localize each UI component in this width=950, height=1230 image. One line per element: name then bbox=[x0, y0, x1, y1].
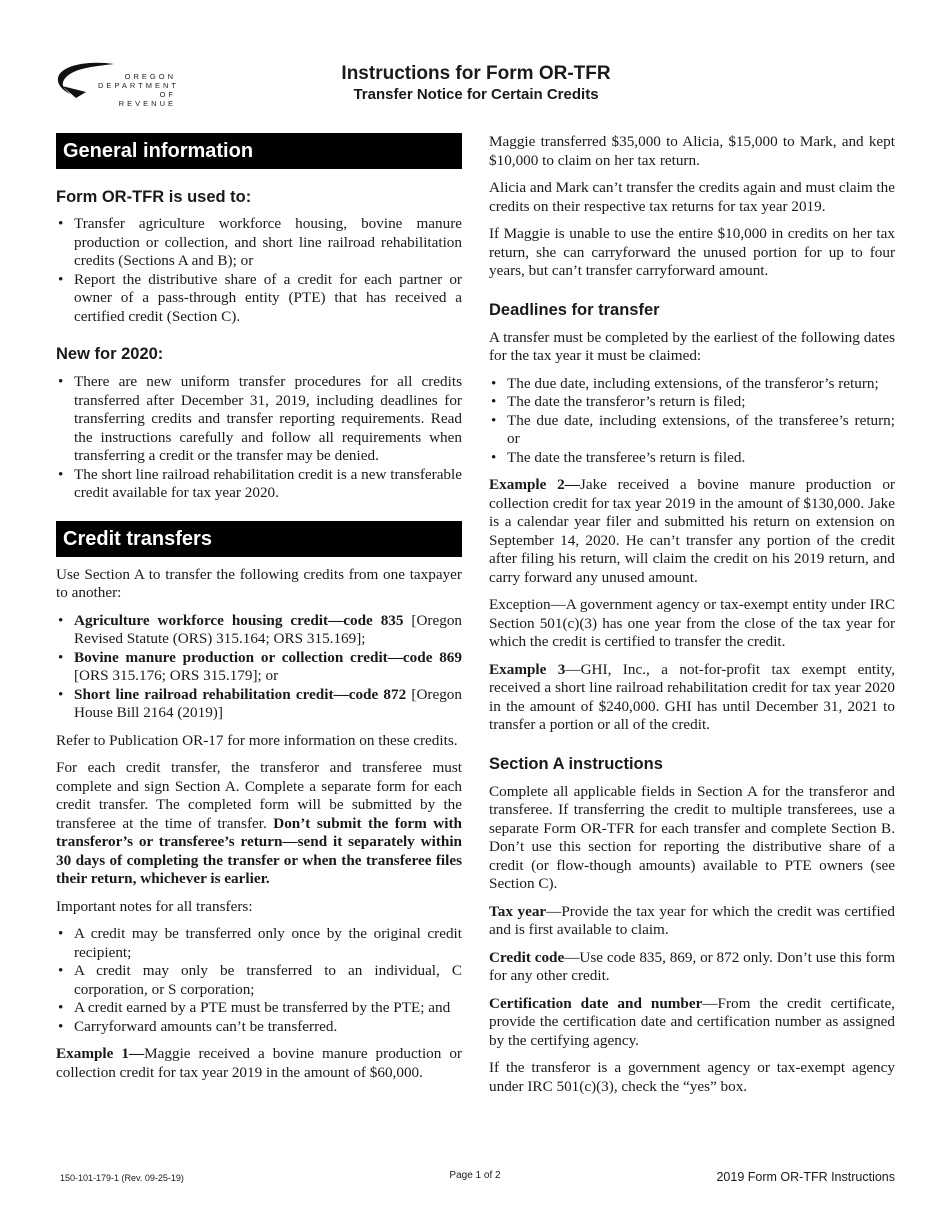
credit-transfers-heading: Credit transfers bbox=[56, 521, 462, 557]
maggie-paragraph-2: Alicia and Mark can’t transfer the credits again and must claim the credits on their respective tax returns for tax year 2019. bbox=[489, 179, 895, 215]
list-item: • The date the transferor’s return is filed; bbox=[489, 393, 895, 412]
list-item: • Bovine manure production or collection credit—code 869 [ORS 315.176; ORS 315.179]; or bbox=[56, 649, 462, 686]
list-item: • A credit may only be transferred to an individual, C corporation, or S corporation; bbox=[56, 962, 462, 999]
footer-form-title: 2019 Form OR-TFR Instructions bbox=[716, 1170, 895, 1184]
notes-list bbox=[56, 925, 462, 1036]
deadlines-heading: Deadlines for transfer bbox=[489, 300, 660, 319]
section-a-intro: Complete all applicable fields in Section A for the transferor and transferee. If transferring the credit to multiple transferees, use a separate Form OR-TFR for each transfer and complete Section B. Don’t use this section for reporting the distributive share of a credit (or flow-though amounts) available to PTE owners (see Section C). bbox=[489, 782, 895, 892]
notes-intro: Important notes for all transfers: bbox=[56, 897, 253, 915]
refer-paragraph: Refer to Publication OR-17 for more information on these credits. bbox=[56, 731, 458, 749]
right-column bbox=[489, 133, 895, 1096]
document-subtitle: Transfer Notice for Certain Credits bbox=[353, 86, 599, 103]
certification-paragraph: Certification date and number—From the credit certificate, provide the certification date and certification number as assigned by the certifying agency. bbox=[489, 994, 895, 1049]
used-to-heading: Form OR-TFR is used to: bbox=[56, 188, 252, 206]
deadlines-intro: A transfer must be completed by the earliest of the following dates for the tax year it must be claimed: bbox=[489, 328, 895, 364]
government-agency-paragraph: If the transferor is a government agency or tax-exempt agency under IRC 501(c)(3), check the “yes” box. bbox=[489, 1059, 895, 1095]
example-2-paragraph: Example 2—Jake received a bovine manure production or collection credit for tax year 2019 in the amount of $130,000. Jake is a calendar year filer and submitted his return on extension on September 14, 2020. He can’t transfer any portion of the credit after filing his return, will claim the credit on his 2019 return, and carry forward any unused amount. bbox=[489, 476, 895, 586]
credit-intro: Use Section A to transfer the following credits from one taxpayer to another: bbox=[56, 565, 462, 601]
list-item: • A credit earned by a PTE must be transferred by the PTE; and bbox=[56, 999, 462, 1018]
maggie-paragraph-1: Maggie transferred $35,000 to Alicia, $15,000 to Mark, and kept $10,000 to claim on her tax return. bbox=[489, 133, 895, 169]
list-item: • Short line railroad rehabilitation credit—code 872 [Oregon House Bill 2164 (2019)] bbox=[56, 686, 462, 723]
list-item: • There are new uniform transfer procedures for all credits transferred after December 31, 2019, including deadlines for transferring credits and transfer reporting requirements. Read the instructions carefully and follow all requirements when transferring a credit or the transfer may be denied. bbox=[56, 373, 462, 466]
list-item: • Carryforward amounts can’t be transferred. bbox=[56, 1018, 462, 1037]
list-item: • The date the transferee’s return is filed. bbox=[489, 449, 895, 468]
logo-text: OREGON DEPARTMENT OF REVENUE bbox=[98, 72, 179, 108]
form-number: 150-101-179-1 (Rev. 09-25-19) bbox=[60, 1173, 184, 1183]
oregon-dor-logo bbox=[56, 60, 179, 108]
credit-list bbox=[56, 612, 462, 723]
list-item: • Report the distributive share of a credit for each partner or owner of a pass-through entity (PTE) that has received a certified credit (Section C). bbox=[56, 271, 462, 327]
page-number: Page 1 of 2 bbox=[449, 1170, 501, 1181]
list-item: • The due date, including extensions, of the transferor’s return; bbox=[489, 375, 895, 394]
list-item: • A credit may be transferred only once by the original credit recipient; bbox=[56, 925, 462, 962]
credit-code-paragraph: Credit code—Use code 835, 869, or 872 only. Don’t use this form for any other credit. bbox=[489, 948, 896, 984]
new-for-2020-heading: New for 2020: bbox=[56, 345, 164, 363]
tax-year-paragraph: Tax year—Provide the tax year for which the credit was certified and is first available to claim. bbox=[489, 902, 895, 938]
exception-paragraph: Exception—A government agency or tax-exempt entity under IRC Section 501(c)(3) has one year from the close of the tax year for which the credit is certified to transfer the credit. bbox=[489, 596, 895, 650]
general-information-heading: General information bbox=[56, 133, 462, 169]
list-item: • Transfer agriculture workforce housing, bovine manure production or collection, and short line railroad rehabilitation credits (Sections A and B); or bbox=[56, 215, 462, 271]
list-item: • The due date, including extensions, of the transferee’s return; or bbox=[489, 412, 895, 449]
document-header bbox=[300, 62, 652, 104]
each-transfer-paragraph: For each credit transfer, the transferor and transferee must complete and sign Section A. Complete a separate form for each credit transfer. The completed form will be submitted by the transferee at the time of transfer. Don’t submit the form with transferor’s or transferee’s return—send it separately within 30 days of completing the transfer or when the transferee files their return, whichever is earlier. bbox=[56, 759, 462, 887]
new-for-2020-list bbox=[56, 373, 462, 503]
example-1-paragraph: Example 1—Maggie received a bovine manure production or collection credit for tax year 2019 in the amount of $60,000. bbox=[56, 1045, 462, 1081]
document-title: Instructions for Form OR-TFR bbox=[341, 63, 611, 84]
used-to-list bbox=[56, 215, 462, 326]
list-item: • Agriculture workforce housing credit—code 835 [Oregon Revised Statute (ORS) 315.164; ORS 315.169]; bbox=[56, 612, 462, 649]
example-3-paragraph: Example 3—GHI, Inc., a not-for-profit tax exempt entity, received a short line railroad rehabilitation credit for tax year 2020 in the amount of $240,000. GHI has until December 31, 2021 to transfer a portion or all of the credit. bbox=[489, 660, 895, 733]
left-column bbox=[56, 133, 462, 1082]
deadlines-list bbox=[489, 375, 895, 468]
list-item: • The short line railroad rehabilitation credit is a new transferable credit available for tax year 2020. bbox=[56, 466, 462, 503]
section-a-heading: Section A instructions bbox=[489, 754, 663, 773]
maggie-paragraph-3: If Maggie is unable to use the entire $10,000 in credits on her tax return, she can carryforward the unused portion for up to four years, but can’t transfer carryforward amount. bbox=[489, 225, 895, 279]
